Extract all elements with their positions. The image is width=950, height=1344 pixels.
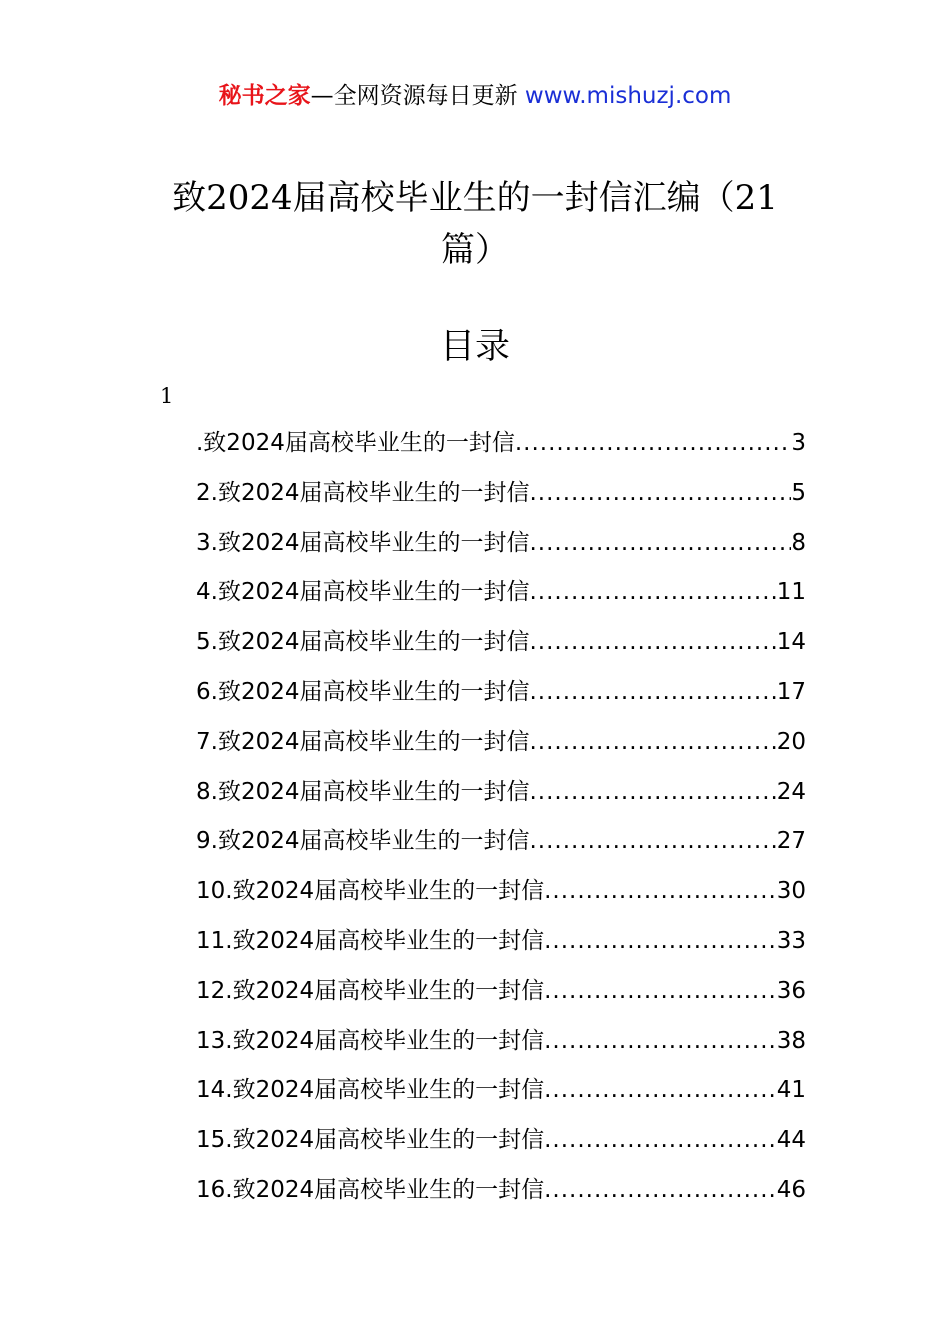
toc-leader-dots <box>544 921 777 961</box>
toc-entry[interactable] <box>196 871 806 921</box>
toc-entry[interactable] <box>196 473 806 523</box>
toc-entry-page: 41 <box>776 1077 806 1104</box>
toc-entry-page: 30 <box>776 878 806 905</box>
toc-entry-title: 13.致2024届高校毕业生的一封信 <box>196 1027 545 1054</box>
site-header <box>0 78 950 114</box>
toc-entry-page: 11 <box>776 579 806 606</box>
toc-entry-title: .致2024届高校毕业生的一封信 <box>196 430 515 456</box>
toc-entry[interactable] <box>196 772 806 822</box>
toc-entry-page: 38 <box>776 1027 806 1054</box>
toc-entry[interactable] <box>196 1170 806 1220</box>
toc-entry-title: 5.致2024届高校毕业生的一封信 <box>196 629 530 656</box>
toc-entry[interactable] <box>196 821 806 871</box>
toc-entry-title: 12.致2024届高校毕业生的一封信 <box>196 977 545 1004</box>
toc-entry[interactable] <box>196 722 806 772</box>
toc-leader-dots <box>529 772 776 812</box>
toc-entry-page: 20 <box>776 728 806 755</box>
toc-entry-page: 44 <box>776 1127 806 1154</box>
toc-entry[interactable] <box>196 1021 806 1071</box>
toc-leader-dots <box>544 971 777 1011</box>
toc-leader-dots <box>529 722 776 762</box>
toc-entry-title: 4.致2024届高校毕业生的一封信 <box>196 579 530 606</box>
toc-entry-title: 7.致2024届高校毕业生的一封信 <box>196 728 530 755</box>
header-slogan: —全网资源每日更新 <box>310 83 518 109</box>
toc-entry-page: 36 <box>776 977 806 1004</box>
toc-entry-title: 11.致2024届高校毕业生的一封信 <box>196 927 545 954</box>
toc-leader-dots <box>515 423 792 463</box>
toc-leader-dots <box>529 572 776 612</box>
toc-entry[interactable] <box>196 622 806 672</box>
toc-leader-dots <box>529 821 776 861</box>
toc-entry-title: 10.致2024届高校毕业生的一封信 <box>196 878 545 905</box>
toc-entry[interactable] <box>196 921 806 971</box>
toc-entry[interactable] <box>196 1070 806 1120</box>
brand-name: 秘书之家 <box>218 83 311 109</box>
toc-leader-dots <box>529 672 776 712</box>
toc-entry-page: 17 <box>776 678 806 705</box>
toc-leader-dots <box>544 871 777 911</box>
toc-entry-title: 9.致2024届高校毕业生的一封信 <box>196 828 530 855</box>
toc-entry-page: 5 <box>791 479 806 506</box>
toc-entry-title: 2.致2024届高校毕业生的一封信 <box>196 479 530 506</box>
toc-entry[interactable] <box>196 672 806 722</box>
toc-leader-dots <box>544 1120 777 1160</box>
toc-entry-title: 16.致2024届高校毕业生的一封信 <box>196 1176 545 1203</box>
toc-entry-page: 46 <box>776 1176 806 1203</box>
document-title: 致2024届高校毕业生的一封信汇编（21篇） <box>172 178 778 270</box>
toc-entry-title: 6.致2024届高校毕业生的一封信 <box>196 678 530 705</box>
toc-entry[interactable] <box>196 572 806 622</box>
toc-entry-page: 3 <box>791 430 806 456</box>
toc-entry[interactable] <box>196 971 806 1021</box>
toc-entry[interactable] <box>196 1120 806 1170</box>
table-of-contents <box>196 423 806 1220</box>
toc-leader-dots <box>544 1070 777 1110</box>
toc-entry[interactable] <box>196 423 806 473</box>
toc-leader-dots <box>529 473 791 513</box>
toc-entry[interactable] <box>196 523 806 573</box>
toc-entry-page: 33 <box>776 927 806 954</box>
toc-heading: 目录 <box>439 327 510 367</box>
toc-entry-page: 27 <box>776 828 806 855</box>
toc-leader-dots <box>529 622 776 662</box>
toc-leader-dots <box>529 523 791 563</box>
toc-entry-title: 15.致2024届高校毕业生的一封信 <box>196 1127 545 1154</box>
toc-leader-dots <box>544 1021 777 1061</box>
toc-entry-title: 8.致2024届高校毕业生的一封信 <box>196 778 530 805</box>
toc-leader-dots <box>544 1170 777 1210</box>
toc-entry-page: 24 <box>776 778 806 805</box>
toc-entry-title: 14.致2024届高校毕业生的一封信 <box>196 1077 545 1104</box>
site-url-link[interactable]: www.mishuzj.com <box>524 83 732 109</box>
stray-number: 1 <box>160 384 174 408</box>
toc-entry-title: 3.致2024届高校毕业生的一封信 <box>196 529 530 556</box>
toc-entry-page: 8 <box>791 529 806 556</box>
toc-entry-page: 14 <box>776 629 806 656</box>
